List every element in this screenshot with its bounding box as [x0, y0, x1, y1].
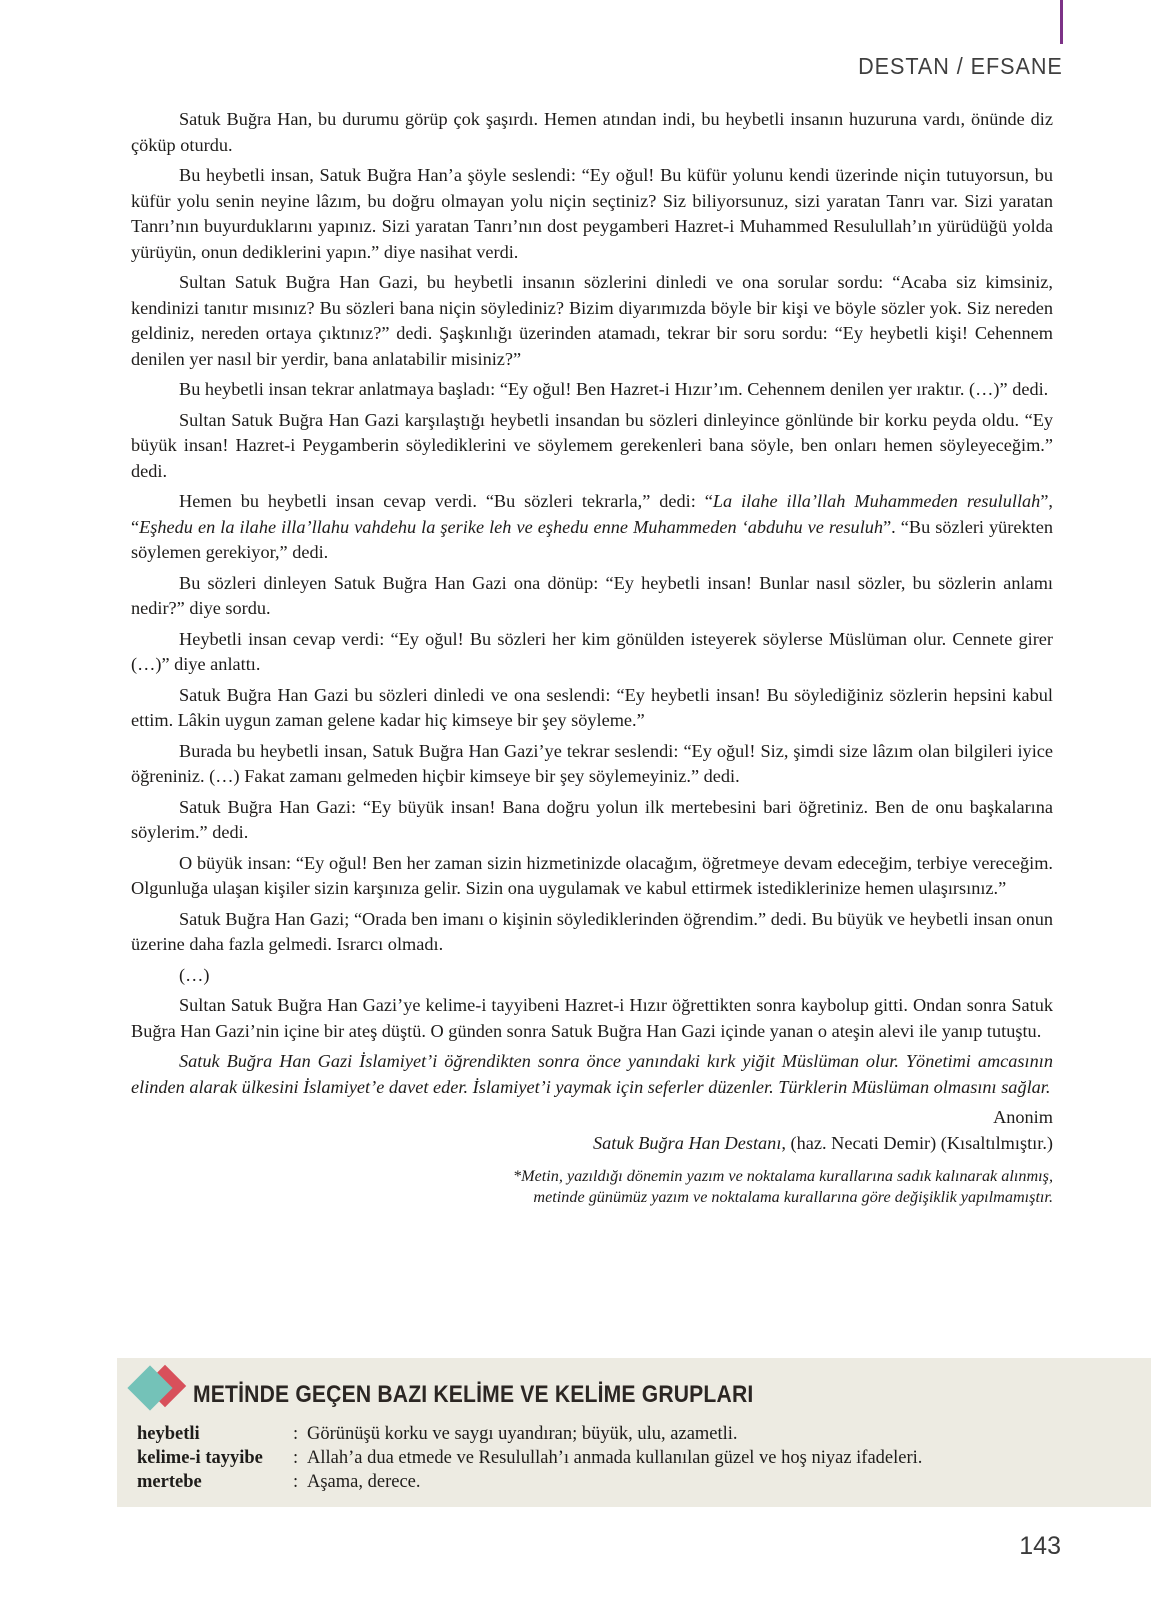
- footnote: [131, 1166, 1053, 1208]
- paragraph: [131, 571, 1053, 622]
- paragraph: [131, 1049, 1053, 1100]
- attribution-source: [131, 1131, 1053, 1157]
- paragraph: [131, 993, 1053, 1044]
- paragraph: [131, 627, 1053, 678]
- italic-text-run: Satuk Buğra Han Gazi İslamiyet’i öğrendikten sonra önce yanındaki kırk yiğit Müslüman olur. Yönetimi amcasının elinden alarak ülkesini İslamiyet’e davet eder. İslamiyet’i yaymak için seferler düzenler. Türklerin Müslüman olmasını sağlar.: [131, 1051, 1053, 1097]
- italic-text-run: La ilahe illa’llah Muhammeden resulullah: [712, 491, 1041, 511]
- paragraph: [131, 377, 1053, 403]
- page-number: 143: [1019, 1532, 1061, 1560]
- vocab-colon: :: [293, 1448, 299, 1468]
- text-column: [131, 107, 1053, 1208]
- paragraph: [131, 408, 1053, 485]
- vocab-colon: :: [293, 1424, 299, 1444]
- paragraphs: [131, 107, 1053, 1100]
- vocab-term: heybetli: [137, 1424, 200, 1444]
- text-run: Satuk Buğra Han Gazi; “Orada ben imanı o kişinin söylediklerinden öğrendim.” dedi. Bu büyük ve heybetli insan onun üzerine daha fazla gelmedi. Israrcı olmadı.: [131, 908, 1053, 954]
- vocab-colon: :: [293, 1472, 299, 1492]
- text-run: Sultan Satuk Buğra Han Gazi karşılaştığı heybetli insandan bu sözleri dinleyince gönlünde bir korku peyda oldu. “Ey büyük insan! Hazret-i Peygamberin söylediklerini ve söylemem gerekenleri bana söyle, ben onları hemen söyleyeceğim.” dedi.: [131, 409, 1053, 481]
- text-run: Heybetli insan cevap verdi: “Ey oğul! Bu sözleri her kim gönülden isteyerek söylerse Müslüman olur. Cennete girer (…)” diye anlattı.: [131, 628, 1053, 674]
- vocab-term: mertebe: [137, 1472, 202, 1492]
- attribution: [131, 1105, 1053, 1156]
- vocab-title: METİNDE GEÇEN BAZI KELİME VE KELİME GRUPLARI: [193, 1381, 754, 1408]
- text-run: ”. “Bu sözleri yürekten söylemen gerekiyor,” dedi.: [131, 516, 1053, 562]
- text-run: Bu sözleri dinleyen Satuk Buğra Han Gazi ona dönüp: “Ey heybetli insan! Bunlar nasıl sözler, bu sözlerin anlamı nedir?” diye sordu.: [131, 572, 1053, 618]
- text-run: (…): [179, 964, 210, 985]
- text-run: Satuk Buğra Han Gazi bu sözleri dinledi ve ona seslendi: “Ey heybetli insan! Bu söylediğiniz sözlerin hepsini kabul ettim. Lâkin uygun zaman gelene kadar hiç kimseye bir şey söyleme.”: [131, 684, 1053, 730]
- vocab-term: kelime-i tayyibe: [137, 1448, 263, 1468]
- paragraph: [131, 489, 1053, 566]
- vocab-rows: [137, 1422, 1121, 1494]
- vocab-box: [117, 1358, 1151, 1507]
- vocab-row: [137, 1446, 1121, 1470]
- text-run: Sultan Satuk Buğra Han Gazi’ye kelime-i tayyibeni Hazret-i Hızır öğrettikten sonra kaybolup gitti. Ondan sonra Satuk Buğra Han Gazi’nin içine bir ateş düştü. O günden sonra Satuk Buğra Han Gazi içinde yanan o ateşin alevi ile yanıp tutuştu.: [131, 995, 1053, 1041]
- italic-text-run: Eşhedu en la ilahe illa’llahu vahdehu la şerike leh ve eşhedu enne Muhammeden ‘abduhu ve resuluh: [139, 516, 884, 537]
- text-run: Sultan Satuk Buğra Han Gazi, bu heybetli insanın sözlerini dinledi ve ona sorular sordu: “Acaba siz kimsiniz, kendinizi tanıtır mısınız? Bu sözleri bana niçin söylediniz? Bizim diyarımızda böyle bir kişi ve böyle sözler yok. Siz nereden geldiniz, nereden ortaya çıktınız?” dedi. Şaşkınlığı üzerinden atamadı, tekrar bir soru sordu: “Ey heybetli kişi! Cehennem denilen yer nasıl bir yerdir, bana anlatabilir misiniz?”: [131, 272, 1053, 369]
- vocab-definition: Aşama, derece.: [307, 1472, 421, 1492]
- text-run: O büyük insan: “Ey oğul! Ben her zaman sizin hizmetinizde olacağım, öğretmeye devam edeceğim, terbiye vereceğim. Olgunluğa ulaşan kişiler sizin karşınıza gelir. Sizin ona uygulamak ve kabul ettirmek istediklerinize hemen ulaşırsınız.”: [131, 852, 1053, 898]
- vocab-definition: Allah’a dua etmede ve Resulullah’ı anmada kullanılan güzel ve hoş niyaz ifadeleri.: [307, 1448, 923, 1468]
- paragraph: [131, 270, 1053, 372]
- text-run: Satuk Buğra Han Gazi: “Ey büyük insan! Bana doğru yolun ilk mertebesini bari öğretiniz. Ben de onu başkalarına söylerim.” dedi.: [131, 796, 1053, 842]
- text-run: Bu heybetli insan tekrar anlatmaya başladı: “Ey oğul! Ben Hazret-i Hızır’ım. Cehennem denilen yer ıraktır. (…)” dedi.: [179, 379, 1049, 399]
- attribution-author: Anonim: [993, 1107, 1053, 1127]
- vocab-row: [137, 1422, 1121, 1446]
- paragraph: [131, 907, 1053, 958]
- text-run: (haz. Necati Demir) (Kısaltılmıştır.): [785, 1132, 1053, 1153]
- vocab-row: [137, 1470, 1121, 1494]
- running-header: DESTAN / EFSANE: [858, 53, 1063, 79]
- text-run: Bu heybetli insan, Satuk Buğra Han’a şöyle seslendi: “Ey oğul! Bu küfür yolunu kendi üzerinde niçin tutuyorsun, bu küfür yolu senin neyine lâzım, bu doğru olmayan yolu niçin seçtiniz? Siz biliyorsunuz, sizi yaratan Tanrı var. Sizi yaratan Tanrı’nın buyurduklarını yapınız. Sizi yaratan Tanrı’nın dost peygamberi Hazret-i Muhammed Resulullah’ın yürüdüğü yolda yürüyün, onun dediklerini yapın.” diye nasihat verdi.: [131, 165, 1053, 262]
- header-accent-rule: [1060, 0, 1063, 44]
- italic-text-run: Satuk Buğra Han Destanı,: [593, 1132, 786, 1153]
- paragraph: [131, 963, 1053, 989]
- paragraph: [131, 107, 1053, 158]
- text-run: Satuk Buğra Han, bu durumu görüp çok şaşırdı. Hemen atından indi, bu heybetli insanın huzuruna vardı, önünde diz çöküp oturdu.: [131, 109, 1053, 155]
- text-run: Hemen bu heybetli insan cevap verdi. “Bu sözleri tekrarla,” dedi: “: [179, 491, 713, 511]
- footnote-line: metinde günümüz yazım ve noktalama kurallarına göre değişiklik yapılmamıştır.: [533, 1188, 1053, 1206]
- paragraph: [131, 683, 1053, 734]
- paragraph: [131, 795, 1053, 846]
- text-run: ”, “: [131, 491, 1053, 537]
- paragraph: [131, 163, 1053, 265]
- footnote-line: *Metin, yazıldığı dönemin yazım ve noktalama kurallarına sadık kalınarak alınmış,: [513, 1167, 1053, 1185]
- paragraph: [131, 739, 1053, 790]
- text-run: Burada bu heybetli insan, Satuk Buğra Han Gazi’ye tekrar seslendi: “Ey oğul! Siz, şimdi size lâzım olan bilgileri iyice öğreniniz. (…) Fakat zamanı gelmeden hiçbir kimseye bir şey söylemeyiniz.” dedi.: [131, 740, 1053, 786]
- paragraph: [131, 851, 1053, 902]
- vocab-definition: Görünüşü korku ve saygı uyandıran; büyük, ulu, azametli.: [307, 1424, 738, 1444]
